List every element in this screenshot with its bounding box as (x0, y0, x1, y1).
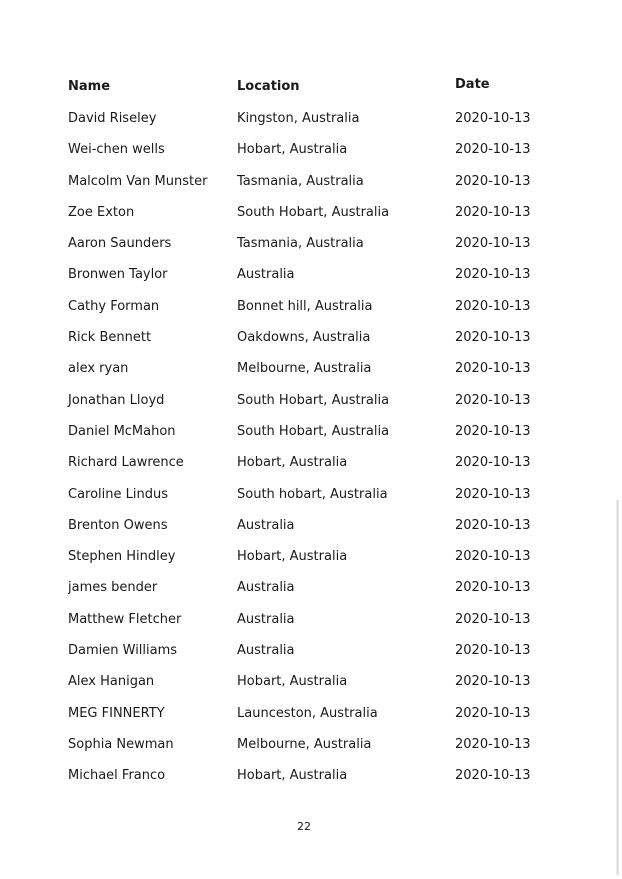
table-row (68, 667, 548, 698)
cell-location: South Hobart, Australia (237, 392, 390, 408)
cell-date: 2020-10-13 (455, 486, 531, 502)
cell-name: Aaron Saunders (68, 236, 172, 252)
table-row (68, 198, 548, 229)
table-row (68, 699, 548, 730)
table-row (68, 417, 548, 448)
cell-date: 2020-10-13 (455, 643, 531, 659)
cell-location: Bonnet hill, Australia (237, 298, 373, 314)
column-header-location: Location (237, 79, 300, 94)
cell-name: Daniel McMahon (68, 423, 176, 439)
cell-name: David Riseley (68, 111, 157, 126)
signatures-table (68, 74, 548, 793)
cell-date: 2020-10-13 (455, 204, 531, 220)
cell-location: Australia (237, 267, 295, 283)
cell-name: Wei-chen wells (68, 142, 165, 158)
table-row (68, 636, 548, 667)
cell-location: Hobart, Australia (237, 455, 348, 471)
cell-date: 2020-10-13 (455, 611, 531, 627)
cell-name: alex ryan (68, 361, 129, 377)
table-row (68, 292, 548, 323)
cell-location: Tasmania, Australia (237, 173, 364, 189)
cell-location: South Hobart, Australia (237, 204, 390, 220)
table-row (68, 542, 548, 573)
cell-name: Cathy Forman (68, 298, 160, 314)
cell-name: Zoe Exton (68, 204, 135, 220)
cell-location: Hobart, Australia (237, 768, 348, 784)
table-row (68, 354, 548, 385)
table-row (68, 573, 548, 604)
cell-date: 2020-10-13 (455, 768, 531, 784)
cell-date: 2020-10-13 (455, 736, 531, 752)
cell-location: Australia (237, 517, 295, 533)
cell-location: Australia (237, 611, 295, 627)
table-row (68, 511, 548, 542)
cell-name: james bender (68, 580, 158, 596)
cell-name: Brenton Owens (68, 517, 168, 533)
table-row (68, 605, 548, 636)
column-header-date: Date (455, 77, 490, 92)
cell-location: Australia (237, 580, 295, 596)
cell-location: Hobart, Australia (237, 549, 348, 565)
cell-date: 2020-10-13 (455, 111, 531, 126)
table-row (68, 229, 548, 260)
cell-name: Damien Williams (68, 643, 178, 659)
cell-name: Malcolm Van Munster (68, 173, 208, 189)
cell-date: 2020-10-13 (455, 142, 531, 158)
cell-date: 2020-10-13 (455, 580, 531, 596)
cell-location: Tasmania, Australia (237, 236, 364, 252)
cell-name: Bronwen Taylor (68, 267, 168, 283)
cell-date: 2020-10-13 (455, 361, 531, 377)
cell-date: 2020-10-13 (455, 330, 531, 346)
cell-name: Richard Lawrence (68, 455, 184, 471)
cell-date: 2020-10-13 (455, 392, 531, 408)
cell-name: Caroline Lindus (68, 486, 169, 502)
table-row (68, 323, 548, 354)
table-row (68, 104, 548, 135)
cell-location: Melbourne, Australia (237, 361, 372, 377)
cell-date: 2020-10-13 (455, 423, 531, 439)
cell-date: 2020-10-13 (455, 298, 531, 314)
cell-location: Hobart, Australia (237, 674, 348, 690)
cell-date: 2020-10-13 (455, 236, 531, 252)
cell-date: 2020-10-13 (455, 549, 531, 565)
cell-location: Launceston, Australia (237, 705, 378, 721)
cell-location: Oakdowns, Australia (237, 330, 371, 346)
cell-date: 2020-10-13 (455, 267, 531, 283)
table-row (68, 730, 548, 761)
cell-name: Matthew Fletcher (68, 611, 182, 627)
scan-edge-shadow (616, 500, 619, 875)
page-number: 22 (297, 820, 311, 833)
cell-name: Alex Hanigan (68, 674, 155, 690)
cell-location: South Hobart, Australia (237, 423, 390, 439)
cell-location: Australia (237, 643, 295, 659)
cell-location: South hobart, Australia (237, 486, 388, 502)
cell-date: 2020-10-13 (455, 455, 531, 471)
table-header-row (68, 74, 548, 104)
cell-location: Hobart, Australia (237, 142, 348, 158)
cell-location: Kingston, Australia (237, 111, 360, 126)
table-row (68, 448, 548, 479)
cell-date: 2020-10-13 (455, 517, 531, 533)
cell-name: Jonathan Lloyd (68, 392, 165, 408)
table-row (68, 480, 548, 511)
cell-date: 2020-10-13 (455, 705, 531, 721)
column-header-name: Name (68, 79, 111, 94)
table-row (68, 260, 548, 291)
table-row (68, 135, 548, 166)
table-row (68, 167, 548, 198)
cell-date: 2020-10-13 (455, 173, 531, 189)
table-body (68, 104, 548, 793)
cell-name: MEG FINNERTY (68, 705, 165, 721)
cell-name: Rick Bennett (68, 330, 152, 346)
cell-name: Sophia Newman (68, 736, 174, 752)
cell-name: Stephen Hindley (68, 549, 176, 565)
table-row (68, 386, 548, 417)
cell-date: 2020-10-13 (455, 674, 531, 690)
cell-location: Melbourne, Australia (237, 736, 372, 752)
cell-name: Michael Franco (68, 768, 166, 784)
table-row (68, 761, 548, 792)
